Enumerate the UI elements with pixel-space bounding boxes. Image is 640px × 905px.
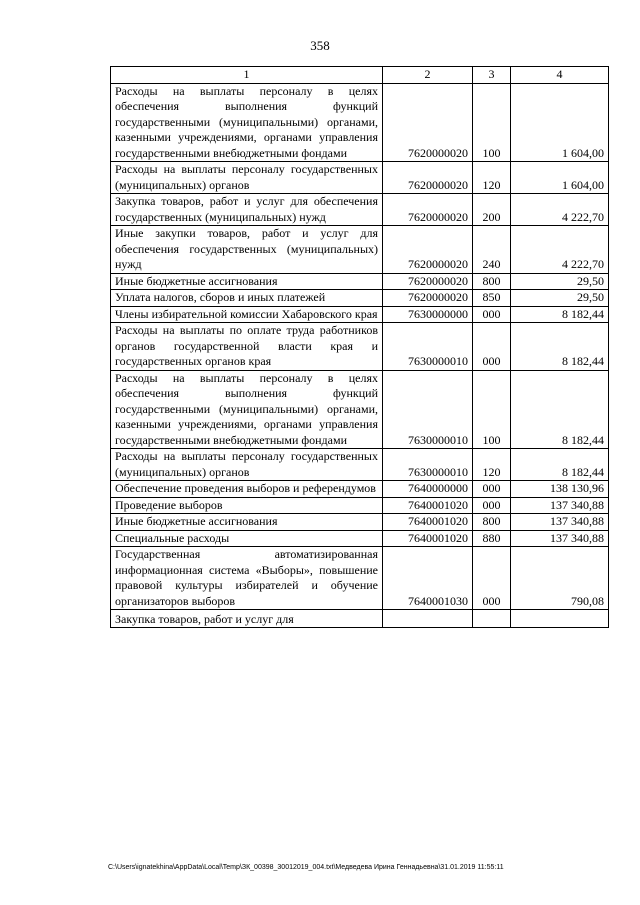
row-code: 7640001030 (383, 547, 473, 610)
row-code: 7630000010 (383, 370, 473, 449)
row-type: 240 (473, 226, 511, 274)
row-sum: 8 182,44 (511, 323, 609, 371)
row-name: Расходы на выплаты персоналу в целях обеспечения выполнения функций государственными (муниципальными) органами, казенными учреждениями, органами управления государственными внебюджетными фондами (111, 370, 383, 449)
row-type: 000 (473, 323, 511, 371)
row-code: 7630000000 (383, 306, 473, 323)
row-sum: 1 604,00 (511, 83, 609, 162)
row-name: Расходы на выплаты по оплате труда работников органов государственной власти края и государственных органов края (111, 323, 383, 371)
table-row (111, 162, 609, 194)
row-sum: 29,50 (511, 273, 609, 290)
row-sum: 4 222,70 (511, 226, 609, 274)
header-col-1: 1 (111, 67, 383, 84)
table-row (111, 194, 609, 226)
row-code: 7620000020 (383, 226, 473, 274)
row-type: 000 (473, 481, 511, 498)
page-number: 358 (310, 38, 330, 53)
row-sum: 790,08 (511, 547, 609, 610)
row-name: Закупка товаров, работ и услуг для обеспечения государственных (муниципальных) нужд (111, 194, 383, 226)
header-col-4: 4 (511, 67, 609, 84)
row-type: 100 (473, 83, 511, 162)
table-row (111, 83, 609, 162)
row-type: 120 (473, 162, 511, 194)
row-code: 7630000010 (383, 323, 473, 371)
row-type: 120 (473, 449, 511, 481)
table-header-row (111, 67, 609, 84)
row-sum: 137 340,88 (511, 514, 609, 531)
row-type: 200 (473, 194, 511, 226)
budget-table (110, 66, 609, 628)
row-code: 7630000010 (383, 449, 473, 481)
table-row (111, 481, 609, 498)
row-type: 000 (473, 547, 511, 610)
table-row (111, 226, 609, 274)
row-name: Расходы на выплаты персоналу в целях обеспечения выполнения функций государственными (муниципальными) органами, казенными учреждениями, органами управления государственными внебюджетными фондами (111, 83, 383, 162)
row-name: Расходы на выплаты персоналу государственных (муниципальных) органов (111, 449, 383, 481)
table-row (111, 370, 609, 449)
row-sum: 4 222,70 (511, 194, 609, 226)
table-row (111, 273, 609, 290)
table-row (111, 306, 609, 323)
row-sum: 8 182,44 (511, 306, 609, 323)
row-code (383, 610, 473, 628)
row-type: 880 (473, 530, 511, 547)
row-type: 100 (473, 370, 511, 449)
table-row (111, 610, 609, 628)
row-name: Государственная автоматизированная информационная система «Выборы», повышение правовой культуры избирателей и обучение организаторов выборов (111, 547, 383, 610)
row-code: 7620000020 (383, 162, 473, 194)
row-sum (511, 610, 609, 628)
row-code: 7640001020 (383, 514, 473, 531)
row-name: Иные бюджетные ассигнования (111, 514, 383, 531)
header-col-2: 2 (383, 67, 473, 84)
row-sum: 8 182,44 (511, 370, 609, 449)
footer-file-path: C:\Users\ignatekhina\AppData\Local\Temp\ЗК_00398_30012019_004.txt\Медведева Ирина Геннадьевна\31.01.2019 11:55:11 (108, 864, 504, 871)
table-row (111, 530, 609, 547)
row-name: Расходы на выплаты персоналу государственных (муниципальных) органов (111, 162, 383, 194)
row-name: Специальные расходы (111, 530, 383, 547)
table-row (111, 449, 609, 481)
row-sum: 8 182,44 (511, 449, 609, 481)
row-type: 850 (473, 290, 511, 307)
row-code: 7620000020 (383, 83, 473, 162)
row-code: 7640000000 (383, 481, 473, 498)
row-name: Иные закупки товаров, работ и услуг для обеспечения государственных (муниципальных) нужд (111, 226, 383, 274)
row-code: 7620000020 (383, 273, 473, 290)
row-type: 000 (473, 306, 511, 323)
row-code: 7640001020 (383, 530, 473, 547)
row-type: 800 (473, 273, 511, 290)
table-row (111, 290, 609, 307)
row-name: Закупка товаров, работ и услуг для (111, 610, 383, 628)
row-type (473, 610, 511, 628)
header-col-3: 3 (473, 67, 511, 84)
row-name: Члены избирательной комиссии Хабаровского края (111, 306, 383, 323)
row-name: Обеспечение проведения выборов и референдумов (111, 481, 383, 498)
row-type: 800 (473, 514, 511, 531)
row-code: 7620000020 (383, 290, 473, 307)
row-sum: 29,50 (511, 290, 609, 307)
row-code: 7640001020 (383, 497, 473, 514)
row-name: Иные бюджетные ассигнования (111, 273, 383, 290)
row-code: 7620000020 (383, 194, 473, 226)
row-sum: 138 130,96 (511, 481, 609, 498)
row-name: Проведение выборов (111, 497, 383, 514)
row-sum: 1 604,00 (511, 162, 609, 194)
table-row (111, 497, 609, 514)
table-row (111, 514, 609, 531)
row-sum: 137 340,88 (511, 530, 609, 547)
table-row (111, 547, 609, 610)
table-row (111, 323, 609, 371)
row-type: 000 (473, 497, 511, 514)
row-name: Уплата налогов, сборов и иных платежей (111, 290, 383, 307)
row-sum: 137 340,88 (511, 497, 609, 514)
